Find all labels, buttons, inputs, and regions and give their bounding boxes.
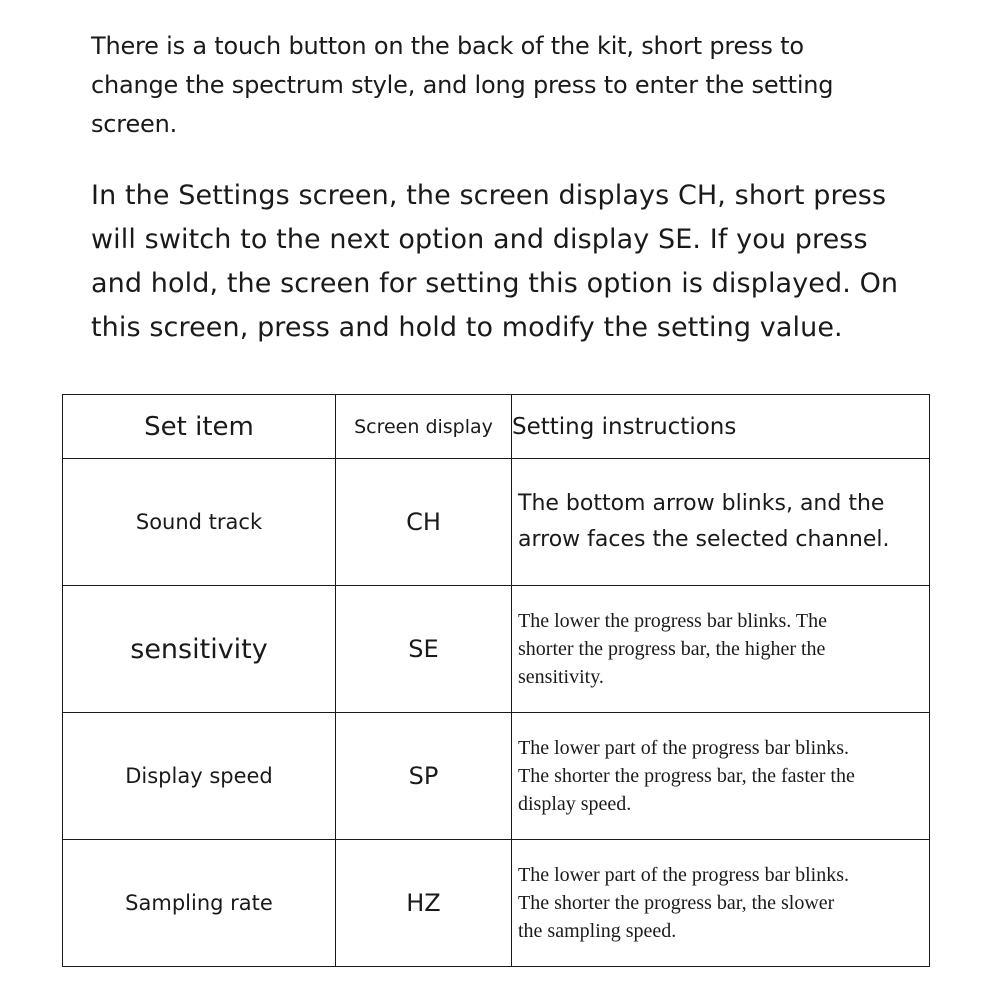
instructions-cell — [512, 713, 930, 840]
settings-table — [62, 394, 930, 967]
set-item-cell: Display speed — [63, 713, 336, 840]
screen-display-cell: HZ — [336, 840, 512, 967]
instructions-text: The lower part of the progress bar blinks. The shorter the progress bar, the faster the display speed. — [518, 737, 855, 815]
table-row — [63, 713, 930, 840]
screen-display-cell: SE — [336, 586, 512, 713]
screen-display-cell: SP — [336, 713, 512, 840]
table-row — [63, 840, 930, 967]
instructions-text: The lower part of the progress bar blinks. The shorter the progress bar, the slower the sampling speed. — [518, 864, 850, 942]
header-set-item: Set item — [63, 395, 336, 459]
header-setting-instructions: Setting instructions — [512, 395, 930, 459]
header-screen-display: Screen display — [336, 395, 512, 459]
intro-paragraph-touch-button: There is a touch button on the back of the kit, short press to change the spectrum style, and long press to enter the setting screen. — [91, 32, 834, 138]
intro-paragraph-settings-screen: In the Settings screen, the screen displays CH, short press will switch to the next option and display SE. If you press and hold, the screen for setting this option is displayed. On this screen, press and hold to modify the setting value. — [91, 180, 899, 343]
instructions-cell — [512, 840, 930, 967]
instructions-cell — [512, 459, 930, 586]
instructions-cell — [512, 586, 930, 713]
screen-display-cell: CH — [336, 459, 512, 586]
table-row — [63, 586, 930, 713]
table-header-row — [63, 395, 930, 459]
instructions-text: The lower the progress bar blinks. The shorter the progress bar, the higher the sensitivity. — [518, 610, 827, 688]
set-item-cell: Sound track — [63, 459, 336, 586]
set-item-cell: Sampling rate — [63, 840, 336, 967]
instructions-text: The bottom arrow blinks, and the arrow faces the selected channel. — [518, 491, 890, 552]
table-row — [63, 459, 930, 586]
set-item-cell: sensitivity — [63, 586, 336, 713]
